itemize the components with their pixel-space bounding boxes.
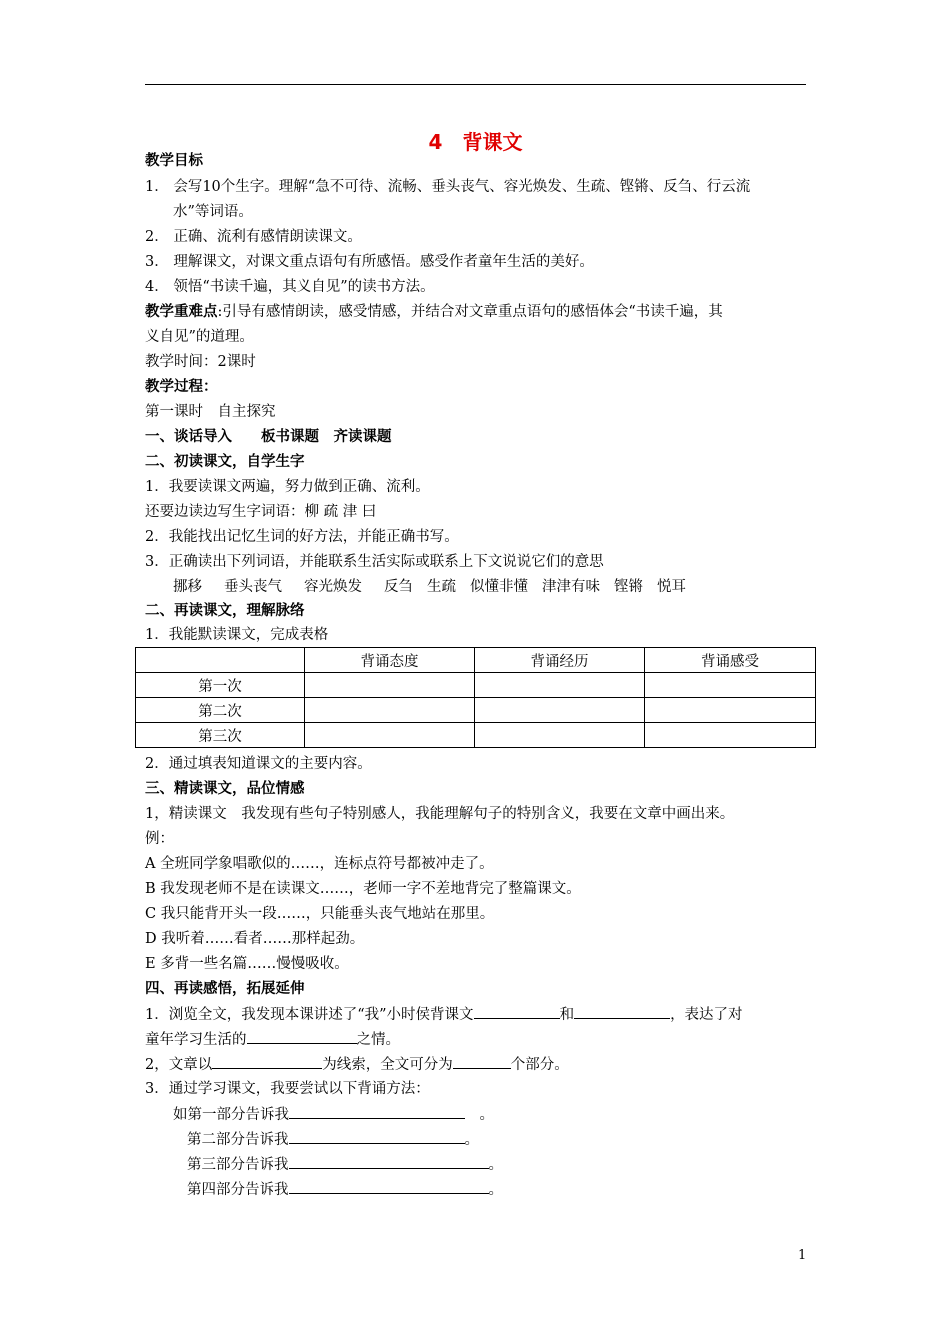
vocab-word: 铿锵 (614, 579, 643, 595)
objective-1: 1． 会写10个生字。理解“急不可待、流畅、垂头丧气、容光焕发、生疏、铿锵、反刍、行云流 (145, 179, 751, 195)
objective-2: 2． 正确、流利有感情朗读课文。 (145, 229, 362, 245)
fill-blank[interactable] (289, 1104, 465, 1119)
table-cell[interactable] (305, 723, 475, 748)
vocab-word: 反刍 (384, 579, 413, 595)
row-label: 第三次 (136, 723, 305, 748)
vocab-word: 挪移 (173, 579, 202, 595)
table-header-row (136, 648, 816, 673)
section-5-line-1: 1．浏览全文，我发现本课讲述了“我”小时侯背课文 和 ，表达了对 (145, 1004, 743, 1025)
vocab-word: 悦耳 (657, 579, 686, 595)
row-label: 第一次 (136, 673, 305, 698)
fill-blank[interactable] (574, 1004, 670, 1019)
objective-1-cont: 水”等词语。 (173, 204, 253, 220)
recitation-table (135, 647, 816, 748)
section-3-heading: 二、再读课文，理解脉络 (145, 603, 305, 619)
section-3-line-1: 1．我能默读课文，完成表格 (145, 627, 329, 643)
section-2-line-3: 2．我能找出记忆生词的好方法，并能正确书写。 (145, 529, 459, 545)
vocab-word: 生疏 (427, 579, 456, 595)
table-header-cell: 背诵经历 (475, 648, 645, 673)
section-2-line-1: 1．我要读课文两遍，努力做到正确、流利。 (145, 479, 430, 495)
section-5-line-4: 3．通过学习课文，我要尝试以下背诵方法： (145, 1081, 430, 1097)
table-cell[interactable] (305, 698, 475, 723)
vocab-word: 容光焕发 (304, 579, 362, 595)
method-part-3: 第三部分告诉我 。 (187, 1154, 503, 1175)
section-4-heading: 三、精读课文，品位情感 (145, 781, 305, 797)
lesson-1-label: 第一课时 自主探究 (145, 404, 276, 420)
table-header-cell: 背诵态度 (305, 648, 475, 673)
section-5-heading: 四、再读感悟，拓展延伸 (145, 981, 305, 997)
example-c: C 我只能背开头一段……，只能垂头丧气地站在那里。 (145, 906, 495, 922)
method-part-4: 第四部分告诉我 。 (187, 1179, 503, 1200)
vocab-word: 津津有味 (542, 579, 600, 595)
table-header-cell (136, 648, 305, 673)
fill-blank[interactable] (212, 1054, 322, 1069)
section-5-line-3: 2，文章以 为线索，全文可分为 个部分。 (145, 1054, 569, 1075)
page-title: 4 背课文 (428, 130, 523, 154)
section-2-heading: 二、初读课文，自学生字 (145, 454, 305, 470)
keypoint-line-2: 义自见”的道理。 (145, 329, 254, 345)
page-number: 1 (798, 1248, 807, 1263)
table-row (136, 698, 816, 723)
row-label: 第二次 (136, 698, 305, 723)
vocab-word: 垂头丧气 (224, 579, 282, 595)
fill-blank[interactable] (289, 1179, 489, 1194)
table-cell[interactable] (475, 673, 645, 698)
section-3-line-2: 2．通过填表知道课文的主要内容。 (145, 756, 372, 772)
section-5-line-2: 童年学习生活的 之情。 (145, 1029, 400, 1050)
fill-blank[interactable] (289, 1129, 465, 1144)
table-row (136, 723, 816, 748)
section-1-heading: 一、谈话导入 板书课题 齐读课题 (145, 429, 392, 445)
table-cell[interactable] (645, 673, 816, 698)
objectives-heading: 教学目标 (145, 153, 203, 169)
vocab-word: 似懂非懂 (470, 579, 528, 595)
example-e: E 多背一些名篇……慢慢吸收。 (145, 956, 349, 972)
objective-4: 4． 领悟“书读千遍，其义自见”的读书方法。 (145, 279, 435, 295)
table-cell[interactable] (305, 673, 475, 698)
header-rule (145, 84, 806, 85)
section-2-line-2: 还要边读边写生字词语：柳 疏 津 曰 (145, 504, 377, 520)
table-cell[interactable] (645, 723, 816, 748)
fill-blank[interactable] (474, 1004, 560, 1019)
fill-blank[interactable] (247, 1029, 357, 1044)
table-cell[interactable] (645, 698, 816, 723)
table-row (136, 673, 816, 698)
section-2-line-4: 3．正确读出下列词语，并能联系生活实际或联系上下文说说它们的意思 (145, 554, 604, 570)
example-b: B 我发现老师不是在读课文……，老师一字不差地背完了整篇课文。 (145, 881, 581, 897)
section-4-line-1: 1，精读课文 我发现有些句子特别感人，我能理解句子的特别含义，我要在文章中画出来。 (145, 806, 735, 822)
vocabulary-list (173, 577, 708, 597)
example-d: D 我听着……看者……那样起劲。 (145, 931, 365, 947)
process-heading: 教学过程： (145, 379, 218, 395)
keypoint-line-1: 教学重难点:引导有感情朗读，感受情感，并结合对文章重点语句的感悟体会“书读千遍，其 (145, 304, 723, 320)
table-cell[interactable] (475, 698, 645, 723)
fill-blank[interactable] (453, 1054, 511, 1069)
method-part-2: 第二部分告诉我 。 (187, 1129, 479, 1150)
fill-blank[interactable] (289, 1154, 489, 1169)
section-4-example-label: 例： (145, 831, 174, 847)
objective-3: 3． 理解课文，对课文重点语句有所感悟。感受作者童年生活的美好。 (145, 254, 594, 270)
teaching-time: 教学时间：2课时 (145, 354, 256, 370)
method-part-1: 如第一部分告诉我 。 (173, 1104, 494, 1125)
example-a: A 全班同学象唱歌似的……，连标点符号都被冲走了。 (145, 856, 494, 872)
table-cell[interactable] (475, 723, 645, 748)
table-header-cell: 背诵感受 (645, 648, 816, 673)
